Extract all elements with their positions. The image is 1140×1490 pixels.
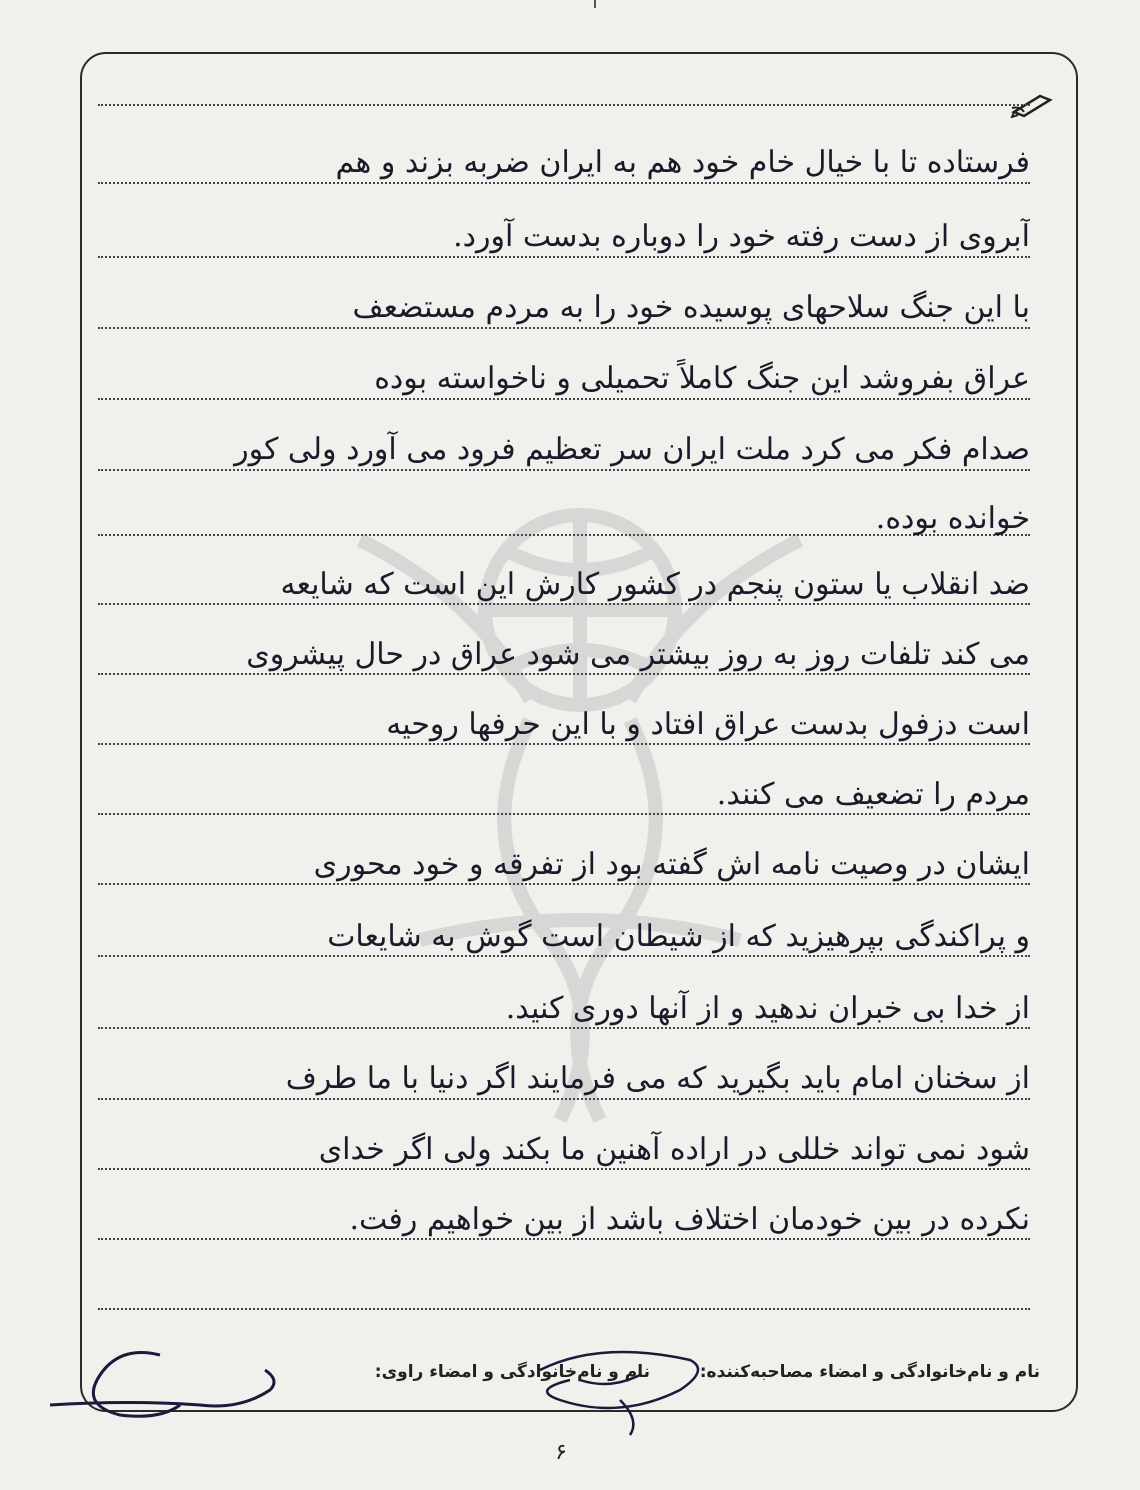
handwritten-line: ضد انقلاب یا ستون پنجم در کشور کارش این است که شایعه	[280, 567, 1030, 602]
handwritten-line: مردم را تضعیف می کنند.	[716, 777, 1030, 812]
handwritten-line: شود نمی تواند خللی در اراده آهنین ما بکند ولی اگر خدای	[318, 1132, 1030, 1167]
handwritten-line: از خدا بی خبران ندهید و از آنها دوری کنید.	[505, 991, 1030, 1026]
handwritten-line: فرستاده تا با خیال خام خود هم به ایران ضربه بزند و هم	[335, 145, 1030, 180]
ruled-line	[98, 1308, 1030, 1310]
ruled-line	[98, 104, 1030, 106]
narrator-label: نام و نام‌خانوادگی و امضاء راوی:	[374, 1362, 650, 1382]
handwritten-line: عراق بفروشد این جنگ کاملاً تحمیلی و ناخواسته بوده	[374, 361, 1030, 396]
handwritten-line: با این جنگ سلاحهای پوسیده خود را به مردم مستضعف	[352, 290, 1030, 325]
handwritten-line: می کند تلفات روز به روز بیشتر می شود عراق در حال پیشروی	[246, 637, 1030, 672]
scan-mark	[594, 0, 596, 8]
handwritten-line: و پراکندگی بپرهیزید که از شیطان است گوش به شایعات	[327, 919, 1030, 954]
narrator-signature	[50, 1345, 290, 1425]
handwritten-line: از سخنان امام باید بگیرید که می فرمایند اگر دنیا با ما طرف	[285, 1061, 1030, 1096]
handwritten-line: ایشان در وصیت نامه اش گفته بود از تفرقه و خود محوری	[313, 847, 1030, 882]
page-number: ۶	[555, 1440, 567, 1465]
interviewer-label: نام و نام‌خانوادگی و امضاء مصاحبه‌کننده:	[699, 1362, 1040, 1382]
handwritten-line: نکرده در بین خودمان اختلاف باشد از بین خواهیم رفت.	[349, 1202, 1030, 1237]
handwritten-line: خوانده بوده.	[875, 501, 1030, 536]
handwritten-line: آبروی از دست رفته خود را دوباره بدست آورد.	[453, 219, 1030, 254]
interviewer-signature	[520, 1330, 720, 1440]
handwritten-line: صدام فکر می کرد ملت ایران سر تعظیم فرود می آورد ولی کور	[234, 432, 1030, 467]
handwritten-line: است دزفول بدست عراق افتاد و با این حرفها روحیه	[386, 707, 1030, 742]
